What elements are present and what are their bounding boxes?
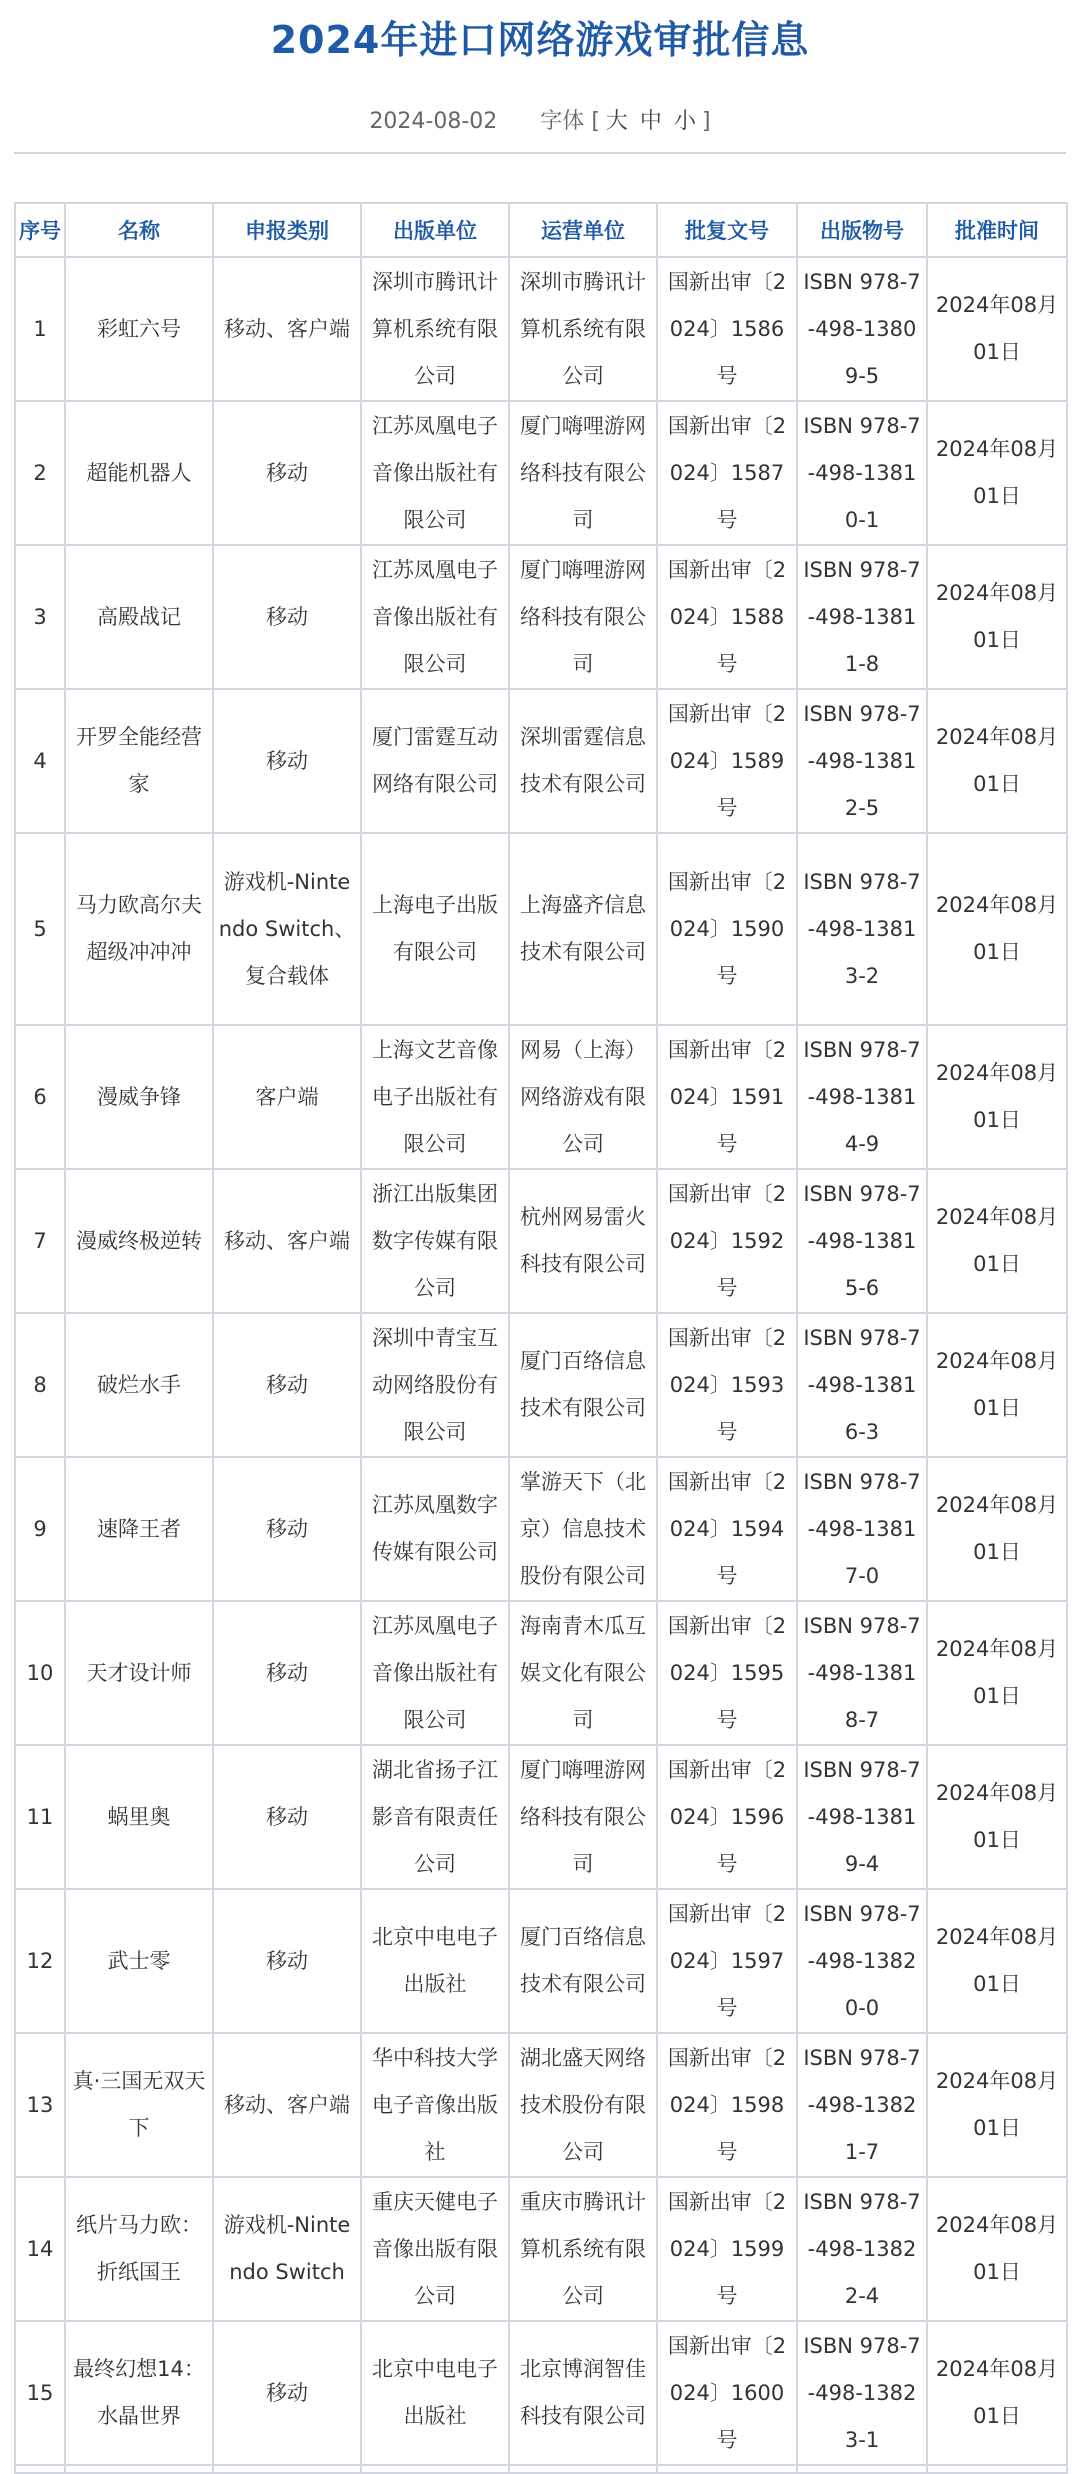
cell-approval: 国新出审〔2024〕1587号 (657, 401, 797, 545)
cell-no: 5 (15, 833, 65, 1025)
header-date: 批准时间 (927, 203, 1067, 257)
header-category: 申报类别 (213, 203, 361, 257)
table-row (15, 2177, 1067, 2321)
cell-publisher: 江苏凤凰数字传媒有限公司 (361, 1457, 509, 1601)
table-row-partial (15, 2465, 1067, 2473)
cell-publisher: 深圳市腾讯计算机系统有限公司 (361, 257, 509, 401)
font-size-medium-button[interactable]: 中 (639, 109, 662, 134)
font-size-open-bracket: [ (591, 109, 600, 134)
cell-category: 移动 (213, 1601, 361, 1745)
cell-operator: 厦门百络信息技术有限公司 (509, 1889, 657, 2033)
cell-approval: 国新出审〔2024〕1586号 (657, 257, 797, 401)
cell-isbn: ISBN 978-7-498-13815-6 (797, 1169, 927, 1313)
cell-empty (15, 2465, 65, 2473)
cell-approval: 国新出审〔2024〕1599号 (657, 2177, 797, 2321)
table-row (15, 1889, 1067, 2033)
header-operator: 运营单位 (509, 203, 657, 257)
cell-no: 10 (15, 1601, 65, 1745)
cell-date: 2024年08月01日 (927, 401, 1067, 545)
cell-empty (361, 2465, 509, 2473)
cell-name: 天才设计师 (65, 1601, 213, 1745)
cell-approval: 国新出审〔2024〕1588号 (657, 545, 797, 689)
cell-category: 移动 (213, 689, 361, 833)
table-row (15, 2033, 1067, 2177)
cell-operator: 厦门嗨哩游网络科技有限公司 (509, 545, 657, 689)
cell-isbn: ISBN 978-7-498-13821-7 (797, 2033, 927, 2177)
table-header-row (15, 203, 1067, 257)
cell-no: 11 (15, 1745, 65, 1889)
cell-operator: 厦门嗨哩游网络科技有限公司 (509, 401, 657, 545)
table-row (15, 2321, 1067, 2465)
publish-date: 2024-08-02 (369, 109, 498, 134)
cell-date: 2024年08月01日 (927, 545, 1067, 689)
cell-operator: 厦门嗨哩游网络科技有限公司 (509, 1745, 657, 1889)
cell-approval: 国新出审〔2024〕1594号 (657, 1457, 797, 1601)
table-row (15, 1601, 1067, 1745)
cell-no: 15 (15, 2321, 65, 2465)
cell-publisher: 江苏凤凰电子音像出版社有限公司 (361, 545, 509, 689)
cell-isbn: ISBN 978-7-498-13813-2 (797, 833, 927, 1025)
table-row (15, 257, 1067, 401)
cell-date: 2024年08月01日 (927, 1601, 1067, 1745)
cell-category: 移动 (213, 1313, 361, 1457)
cell-approval: 国新出审〔2024〕1597号 (657, 1889, 797, 2033)
cell-isbn: ISBN 978-7-498-13809-5 (797, 257, 927, 401)
cell-isbn: ISBN 978-7-498-13814-9 (797, 1025, 927, 1169)
cell-operator: 杭州网易雷火科技有限公司 (509, 1169, 657, 1313)
page-title: 2024年进口网络游戏审批信息 (270, 18, 810, 62)
cell-name: 蜗里奥 (65, 1745, 213, 1889)
font-size-close-bracket: ] (701, 109, 711, 134)
cell-no: 14 (15, 2177, 65, 2321)
cell-publisher: 江苏凤凰电子音像出版社有限公司 (361, 1601, 509, 1745)
font-size-control (540, 109, 710, 134)
cell-name: 马力欧高尔夫超级冲冲冲 (65, 833, 213, 1025)
cell-isbn: ISBN 978-7-498-13818-7 (797, 1601, 927, 1745)
cell-date: 2024年08月01日 (927, 2321, 1067, 2465)
cell-date: 2024年08月01日 (927, 1745, 1067, 1889)
cell-date: 2024年08月01日 (927, 833, 1067, 1025)
cell-publisher: 北京中电电子出版社 (361, 2321, 509, 2465)
table-row (15, 1313, 1067, 1457)
cell-name: 破烂水手 (65, 1313, 213, 1457)
cell-operator: 掌游天下（北京）信息技术股份有限公司 (509, 1457, 657, 1601)
cell-publisher: 重庆天健电子音像出版有限公司 (361, 2177, 509, 2321)
font-size-small-button[interactable]: 小 (673, 109, 696, 134)
cell-publisher: 北京中电电子出版社 (361, 1889, 509, 2033)
cell-publisher: 湖北省扬子江影音有限责任公司 (361, 1745, 509, 1889)
cell-empty (213, 2465, 361, 2473)
cell-date: 2024年08月01日 (927, 1889, 1067, 2033)
cell-isbn: ISBN 978-7-498-13820-0 (797, 1889, 927, 2033)
table-row (15, 1457, 1067, 1601)
cell-category: 客户端 (213, 1025, 361, 1169)
cell-approval: 国新出审〔2024〕1598号 (657, 2033, 797, 2177)
cell-name: 真·三国无双天下 (65, 2033, 213, 2177)
table-row (15, 401, 1067, 545)
cell-isbn: ISBN 978-7-498-13819-4 (797, 1745, 927, 1889)
cell-publisher: 上海文艺音像电子出版社有限公司 (361, 1025, 509, 1169)
cell-date: 2024年08月01日 (927, 2033, 1067, 2177)
cell-operator: 深圳市腾讯计算机系统有限公司 (509, 257, 657, 401)
cell-publisher: 江苏凤凰电子音像出版社有限公司 (361, 401, 509, 545)
cell-date: 2024年08月01日 (927, 1457, 1067, 1601)
cell-name: 最终幻想14：水晶世界 (65, 2321, 213, 2465)
header-no: 序号 (15, 203, 65, 257)
article-meta (0, 104, 1080, 135)
cell-empty (927, 2465, 1067, 2473)
cell-publisher: 华中科技大学电子音像出版社 (361, 2033, 509, 2177)
cell-category: 移动 (213, 1457, 361, 1601)
table-row (15, 1169, 1067, 1313)
cell-category: 移动、客户端 (213, 257, 361, 401)
cell-name: 漫威争锋 (65, 1025, 213, 1169)
cell-isbn: ISBN 978-7-498-13822-4 (797, 2177, 927, 2321)
cell-isbn: ISBN 978-7-498-13817-0 (797, 1457, 927, 1601)
cell-name: 武士零 (65, 1889, 213, 2033)
table-row (15, 1025, 1067, 1169)
cell-isbn: ISBN 978-7-498-13823-1 (797, 2321, 927, 2465)
cell-date: 2024年08月01日 (927, 1313, 1067, 1457)
cell-approval: 国新出审〔2024〕1600号 (657, 2321, 797, 2465)
cell-category: 移动 (213, 1889, 361, 2033)
header-approval: 批复文号 (657, 203, 797, 257)
cell-name: 漫威终极逆转 (65, 1169, 213, 1313)
cell-category: 移动、客户端 (213, 1169, 361, 1313)
cell-category: 游戏机-Nintendo Switch (213, 2177, 361, 2321)
cell-approval: 国新出审〔2024〕1595号 (657, 1601, 797, 1745)
cell-category: 移动 (213, 401, 361, 545)
header-name: 名称 (65, 203, 213, 257)
cell-no: 2 (15, 401, 65, 545)
font-size-label: 字体 (540, 109, 585, 134)
cell-operator: 上海盛齐信息技术有限公司 (509, 833, 657, 1025)
table-row (15, 545, 1067, 689)
cell-category: 移动 (213, 2321, 361, 2465)
cell-approval: 国新出审〔2024〕1596号 (657, 1745, 797, 1889)
table-row (15, 1745, 1067, 1889)
game-approval-table (14, 202, 1068, 2474)
cell-name: 高殿战记 (65, 545, 213, 689)
cell-operator: 湖北盛天网络技术股份有限公司 (509, 2033, 657, 2177)
table-body (15, 257, 1067, 2473)
cell-empty (65, 2465, 213, 2473)
cell-no: 1 (15, 257, 65, 401)
cell-isbn: ISBN 978-7-498-13812-5 (797, 689, 927, 833)
cell-approval: 国新出审〔2024〕1591号 (657, 1025, 797, 1169)
header-divider (14, 152, 1066, 154)
cell-date: 2024年08月01日 (927, 689, 1067, 833)
cell-category: 游戏机-Nintendo Switch、复合载体 (213, 833, 361, 1025)
cell-name: 速降王者 (65, 1457, 213, 1601)
cell-publisher: 上海电子出版有限公司 (361, 833, 509, 1025)
cell-approval: 国新出审〔2024〕1589号 (657, 689, 797, 833)
cell-no: 13 (15, 2033, 65, 2177)
cell-name: 纸片马力欧：折纸国王 (65, 2177, 213, 2321)
cell-date: 2024年08月01日 (927, 1025, 1067, 1169)
cell-operator: 厦门百络信息技术有限公司 (509, 1313, 657, 1457)
font-size-large-button[interactable]: 大 (605, 109, 628, 134)
cell-operator: 北京博润智佳科技有限公司 (509, 2321, 657, 2465)
cell-operator: 海南青木瓜互娱文化有限公司 (509, 1601, 657, 1745)
cell-empty (657, 2465, 797, 2473)
cell-no: 6 (15, 1025, 65, 1169)
cell-isbn: ISBN 978-7-498-13816-3 (797, 1313, 927, 1457)
cell-date: 2024年08月01日 (927, 257, 1067, 401)
cell-empty (509, 2465, 657, 2473)
table-row (15, 833, 1067, 1025)
cell-no: 7 (15, 1169, 65, 1313)
cell-date: 2024年08月01日 (927, 2177, 1067, 2321)
cell-name: 超能机器人 (65, 401, 213, 545)
cell-operator: 重庆市腾讯计算机系统有限公司 (509, 2177, 657, 2321)
cell-no: 12 (15, 1889, 65, 2033)
table-row (15, 689, 1067, 833)
cell-no: 8 (15, 1313, 65, 1457)
cell-publisher: 厦门雷霆互动网络有限公司 (361, 689, 509, 833)
cell-approval: 国新出审〔2024〕1592号 (657, 1169, 797, 1313)
cell-isbn: ISBN 978-7-498-13810-1 (797, 401, 927, 545)
header-isbn: 出版物号 (797, 203, 927, 257)
cell-category: 移动、客户端 (213, 2033, 361, 2177)
cell-publisher: 深圳中青宝互动网络股份有限公司 (361, 1313, 509, 1457)
cell-category: 移动 (213, 1745, 361, 1889)
cell-category: 移动 (213, 545, 361, 689)
cell-name: 彩虹六号 (65, 257, 213, 401)
cell-approval: 国新出审〔2024〕1590号 (657, 833, 797, 1025)
cell-no: 4 (15, 689, 65, 833)
cell-isbn: ISBN 978-7-498-13811-8 (797, 545, 927, 689)
cell-no: 3 (15, 545, 65, 689)
cell-operator: 网易（上海）网络游戏有限公司 (509, 1025, 657, 1169)
cell-publisher: 浙江出版集团数字传媒有限公司 (361, 1169, 509, 1313)
cell-empty (797, 2465, 927, 2473)
cell-approval: 国新出审〔2024〕1593号 (657, 1313, 797, 1457)
cell-date: 2024年08月01日 (927, 1169, 1067, 1313)
cell-name: 开罗全能经营家 (65, 689, 213, 833)
cell-no: 9 (15, 1457, 65, 1601)
header-publisher: 出版单位 (361, 203, 509, 257)
cell-operator: 深圳雷霆信息技术有限公司 (509, 689, 657, 833)
